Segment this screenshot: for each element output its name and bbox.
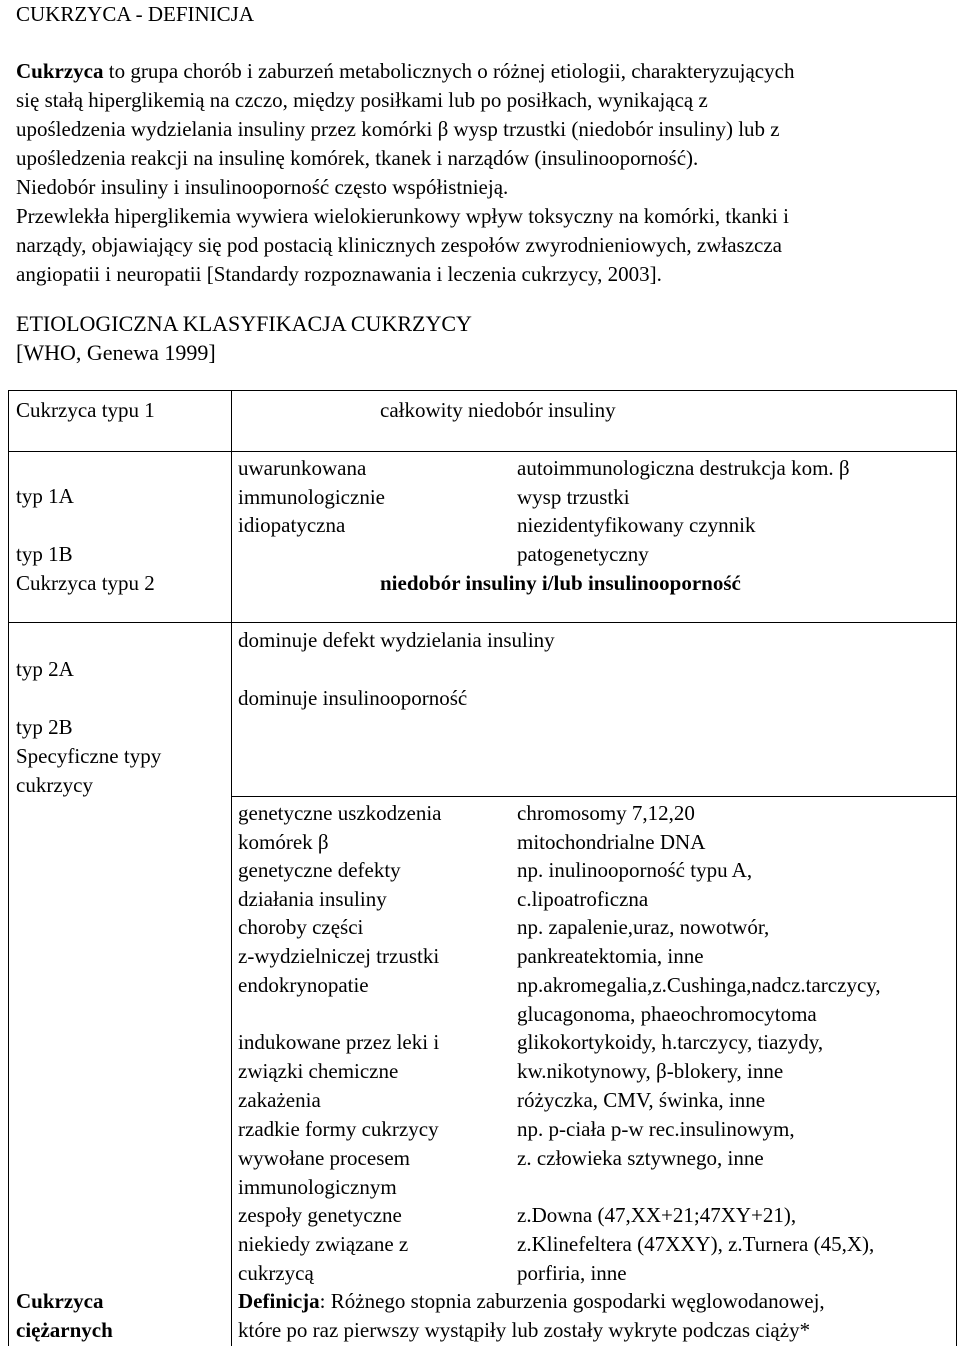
type1b-cause-line: patogenetyczny bbox=[517, 542, 649, 566]
page-title: CUKRZYCA - DEFINICJA bbox=[16, 2, 255, 26]
specific-item-detail bbox=[517, 1115, 795, 1173]
specific-item-detail-line: glucagonoma, phaeochromocytoma bbox=[517, 1002, 817, 1026]
specific-item-name-line: działania insuliny bbox=[238, 887, 387, 911]
specific-item-detail bbox=[517, 971, 881, 1029]
type2b-label: typ 2B bbox=[16, 715, 73, 739]
specific-item-name-line: endokrynopatie bbox=[238, 973, 369, 997]
type1a-mechanism-line: immunologicznie bbox=[238, 485, 385, 509]
specific-item-detail-line: porfiria, inne bbox=[517, 1261, 627, 1285]
specific-types-label-line: cukrzycy bbox=[16, 773, 93, 797]
definition-term: Cukrzyca bbox=[16, 59, 104, 83]
definition-line: się stałą hiperglikemią na czczo, między posiłkami lub po posiłkach, wynikającą z bbox=[16, 88, 708, 112]
type1-label: Cukrzyca typu 1 bbox=[16, 398, 155, 422]
definition-line-1-rest: to grupa chorób i zaburzeń metabolicznych o różnej etiologii, charakteryzujących bbox=[103, 59, 795, 83]
type1a-cause-line: autoimmunologiczna destrukcja kom. β bbox=[517, 456, 850, 480]
specific-item-name-line: z-wydzielniczej trzustki bbox=[238, 944, 440, 968]
specific-item-name bbox=[238, 1201, 408, 1288]
table-divider bbox=[8, 451, 957, 452]
gestational-definition-text: : Różnego stopnia zaburzenia gospodarki węglowodanowej, bbox=[319, 1289, 825, 1313]
table-divider bbox=[231, 796, 957, 797]
specific-item-detail-line: c.lipoatroficzna bbox=[517, 887, 649, 911]
specific-item-name-line: wywołane procesem bbox=[238, 1146, 411, 1170]
specific-item-detail bbox=[517, 799, 705, 857]
table-border bbox=[8, 390, 957, 391]
type1b-label: typ 1B bbox=[16, 542, 73, 566]
type1a-mechanism-line: uwarunkowana bbox=[238, 456, 367, 480]
specific-item-detail-line: różyczka, CMV, świnka, inne bbox=[517, 1088, 766, 1112]
table-divider bbox=[231, 390, 232, 1346]
type1b-mechanism: idiopatyczna bbox=[238, 513, 346, 537]
definition-line: Przewlekła hiperglikemia wywiera wielokierunkowy wpływ toksyczny na komórki, tkanki i bbox=[16, 204, 789, 228]
specific-item-detail bbox=[517, 1028, 823, 1086]
table-border bbox=[8, 390, 9, 1346]
type2-description: niedobór insuliny i/lub insulinooporność bbox=[380, 571, 741, 595]
type1a-mechanism bbox=[238, 454, 385, 512]
specific-item-name bbox=[238, 1086, 321, 1115]
type1a-label: typ 1A bbox=[16, 484, 74, 508]
specific-item-name bbox=[238, 1028, 439, 1086]
specific-item-name bbox=[238, 799, 441, 857]
specific-item-name bbox=[238, 971, 369, 1000]
specific-item-detail bbox=[517, 1086, 765, 1115]
type2a-label: typ 2A bbox=[16, 657, 74, 681]
type2b-description: dominuje insulinooporność bbox=[238, 686, 468, 710]
specific-item-detail bbox=[517, 913, 769, 971]
specific-item-name-line: rzadkie formy cukrzycy bbox=[238, 1117, 439, 1141]
gestational-label-line: ciężarnych bbox=[16, 1318, 113, 1342]
specific-item-detail-line: kw.nikotynowy, β-blokery, inne bbox=[517, 1059, 784, 1083]
specific-item-detail-line: pankreatektomia, inne bbox=[517, 944, 704, 968]
gestational-label-line: Cukrzyca bbox=[16, 1289, 104, 1313]
gestational-definition-term: Definicja bbox=[238, 1289, 320, 1313]
type1b-cause-line: niezidentyfikowany czynnik bbox=[517, 513, 756, 537]
specific-item-detail-line: np.akromegalia,z.Cushinga,nadcz.tarczycy, bbox=[517, 973, 881, 997]
type1a-cause-line: wysp trzustki bbox=[517, 485, 630, 509]
table-divider bbox=[8, 622, 957, 623]
section-source: [WHO, Genewa 1999] bbox=[16, 340, 216, 365]
specific-item-detail-line: z.Downa (47,XX+21;47XY+21), bbox=[517, 1203, 797, 1227]
gestational-definition bbox=[238, 1287, 825, 1345]
specific-item-detail-line: np. inulinooporność typu A, bbox=[517, 858, 753, 882]
specific-item-name bbox=[238, 1115, 439, 1202]
type2a-description: dominuje defekt wydzielania insuliny bbox=[238, 628, 555, 652]
specific-item-name-line: cukrzycą bbox=[238, 1261, 314, 1285]
specific-item-name-line: indukowane przez leki i bbox=[238, 1030, 440, 1054]
type2-label: Cukrzyca typu 2 bbox=[16, 571, 155, 595]
type1-description: całkowity niedobór insuliny bbox=[380, 398, 616, 422]
specific-item-detail-line: z.Klinefeltera (47XXY), z.Turnera (45,X), bbox=[517, 1232, 875, 1256]
specific-item-name-line: niekiedy związane z bbox=[238, 1232, 409, 1256]
specific-item-name-line: zespoły genetyczne bbox=[238, 1203, 402, 1227]
definition-line: upośledzenia reakcji na insulinę komórek, tkanek i narządów (insulinooporność). bbox=[16, 146, 699, 170]
specific-item-detail bbox=[517, 1201, 874, 1288]
definition-line: Niedobór insuliny i insulinooporność często współistnieją. bbox=[16, 175, 509, 199]
type1b-cause bbox=[517, 511, 756, 569]
specific-item-name bbox=[238, 913, 439, 971]
specific-item-detail-line: chromosomy 7,12,20 bbox=[517, 801, 695, 825]
specific-types-label-line: Specyficzne typy bbox=[16, 744, 162, 768]
section-title: ETIOLOGICZNA KLASYFIKACJA CUKRZYCY bbox=[16, 311, 472, 336]
specific-item-name-line: genetyczne defekty bbox=[238, 858, 401, 882]
table-border bbox=[956, 390, 957, 1346]
gestational-label bbox=[16, 1287, 113, 1345]
specific-item-detail-line: z. człowieka sztywnego, inne bbox=[517, 1146, 764, 1170]
specific-item-name bbox=[238, 856, 401, 914]
specific-item-name-line: związki chemiczne bbox=[238, 1059, 399, 1083]
specific-item-detail-line: glikokortykoidy, h.tarczycy, tiazydy, bbox=[517, 1030, 824, 1054]
specific-item-detail-line: np. p-ciała p-w rec.insulinowym, bbox=[517, 1117, 795, 1141]
specific-item-detail bbox=[517, 856, 752, 914]
specific-item-name-line: komórek β bbox=[238, 830, 329, 854]
type1a-cause bbox=[517, 454, 850, 512]
specific-item-detail-line: np. zapalenie,uraz, nowotwór, bbox=[517, 915, 770, 939]
definition-line: narządy, objawiający się pod postacią klinicznych zespołów zwyrodnieniowych, zwłaszcza bbox=[16, 233, 783, 257]
definition-line: upośledzenia wydzielania insuliny przez komórki β wysp trzustki (niedobór insuliny) lub z bbox=[16, 117, 780, 141]
specific-item-name-line: genetyczne uszkodzenia bbox=[238, 801, 442, 825]
specific-item-name-line: choroby części bbox=[238, 915, 364, 939]
specific-item-name-line: immunologicznym bbox=[238, 1175, 397, 1199]
gestational-definition-line-2: które po raz pierwszy wystąpiły lub zostały wykryte podczas ciąży* bbox=[238, 1318, 811, 1342]
gestational-definition-line-1 bbox=[238, 1287, 825, 1316]
specific-item-name-line: zakażenia bbox=[238, 1088, 321, 1112]
definition-line: angiopatii i neuropatii [Standardy rozpoznawania i leczenia cukrzycy, 2003]. bbox=[16, 262, 662, 286]
specific-types-label bbox=[16, 742, 161, 800]
specific-item-detail-line: mitochondrialne DNA bbox=[517, 830, 706, 854]
